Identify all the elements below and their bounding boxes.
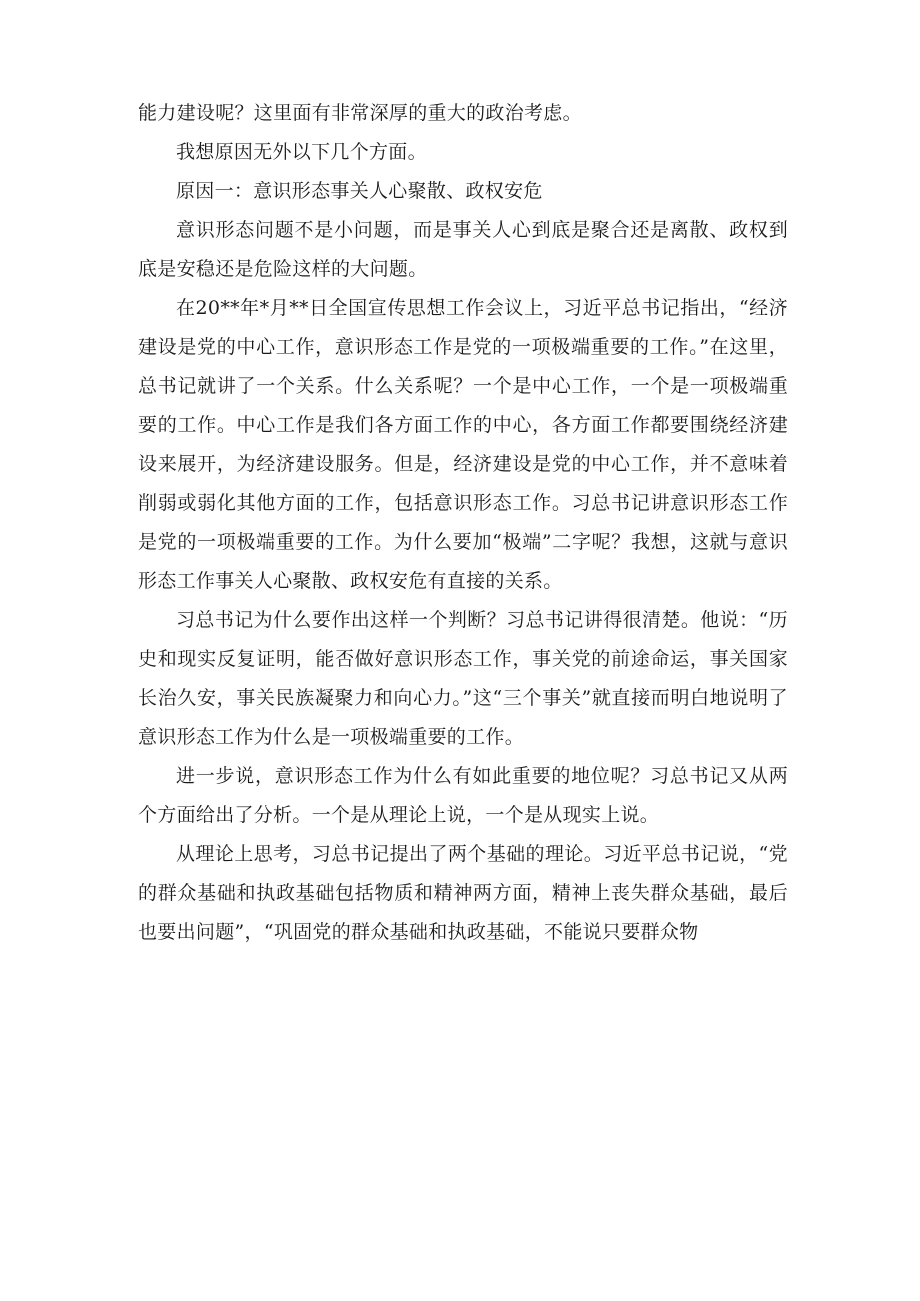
paragraph: 在20**年*月**日全国宣传思想工作会议上，习近平总书记指出，“经济建设是党的中心工作，意识形态工作是党的一项极端重要的工作。”在这里，总书记就讲了一个关系。什么关系呢？一个是中心工作，一个是一项极端重要的工作。中心工作是我们各方面工作的中心，各方面工作都要围绕经济建设来展开，为经济建设服务。但是，经济建设是党的中心工作，并不意味着削弱或弱化其他方面的工作，包括意识形态工作。习总书记讲意识形态工作是党的一项极端重要的工作。为什么要加“极端”二字呢？我想，这就与意识形态工作事关人心聚散、政权安危有直接的关系。 xyxy=(138,297,788,592)
section-heading-reason-one: 原因一：意识形态事关人心聚散、政权安危 xyxy=(176,180,543,202)
paragraph-intro: 我想原因无外以下几个方面。 xyxy=(176,141,427,163)
paragraph: 习总书记为什么要作出这样一个判断？习总书记讲得很清楚。他说：“历史和现实反复证明，能否做好意识形态工作，事关党的前途命运，事关国家长治久安，事关民族凝聚力和向心力。”这“三个事关”就直接而明白地说明了意识形态工作为什么是一项极端重要的工作。 xyxy=(138,609,788,748)
document-body xyxy=(138,94,788,952)
paragraph: 进一步说，意识形态工作为什么有如此重要的地位呢？习总书记又从两个方面给出了分析。一个是从理论上说，一个是从现实上说。 xyxy=(138,765,788,826)
paragraph: 从理论上思考，习总书记提出了两个基础的理论。习近平总书记说，“党的群众基础和执政基础包括物质和精神两方面，精神上丧失群众基础，最后也要出问题”，“巩固党的群众基础和执政基础，不能说只要群众物 xyxy=(138,843,788,943)
paragraph: 意识形态问题不是小问题，而是事关人心到底是聚合还是离散、政权到底是安稳还是危险这样的大问题。 xyxy=(138,219,788,280)
paragraph-continuation: 能力建设呢？这里面有非常深厚的重大的政治考虑。 xyxy=(138,102,582,124)
